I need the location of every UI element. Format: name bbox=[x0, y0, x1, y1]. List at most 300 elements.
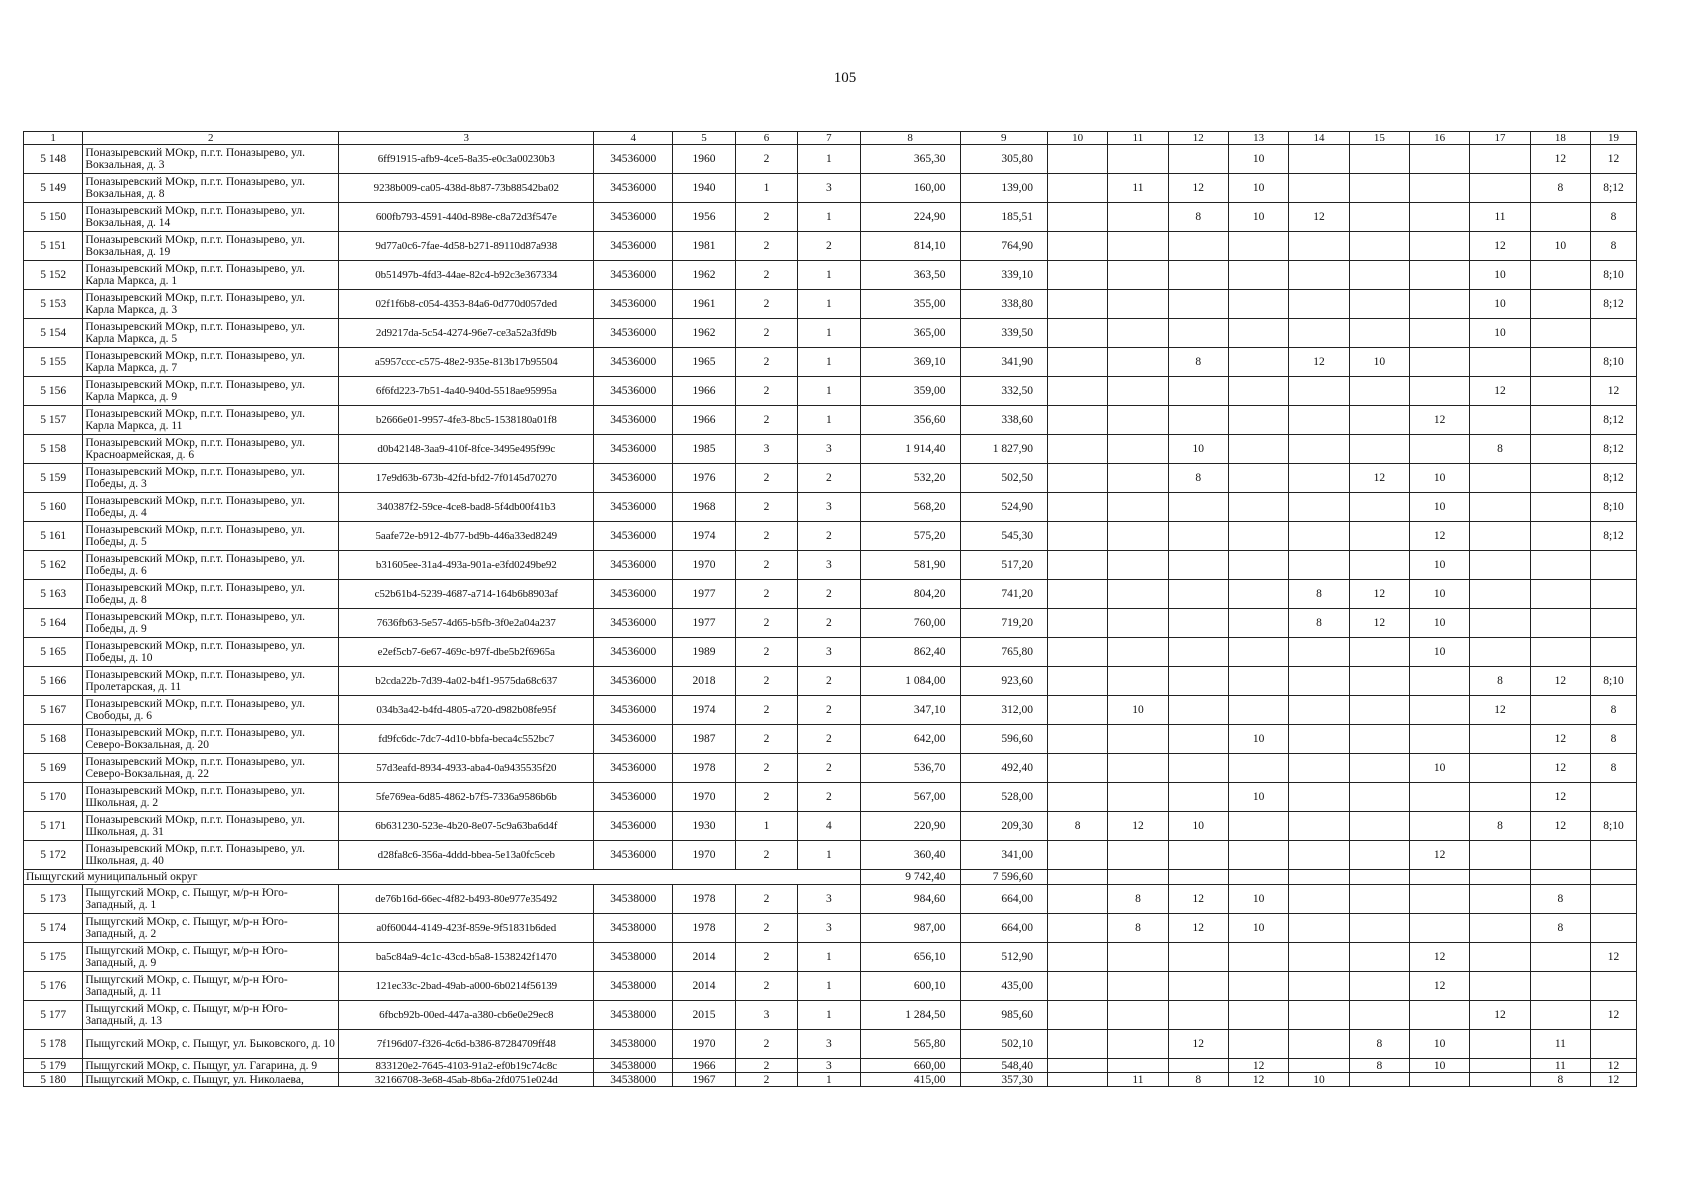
cell-10 bbox=[1047, 783, 1107, 812]
cell-6: 2 bbox=[735, 783, 797, 812]
cell-18: 11 bbox=[1530, 1059, 1590, 1073]
cell-9: 305,80 bbox=[960, 145, 1047, 174]
cell-5: 1956 bbox=[673, 203, 735, 232]
cell-16 bbox=[1410, 377, 1470, 406]
cell-8: 600,10 bbox=[860, 972, 960, 1001]
address-cell: Поназыревский МОкр, п.г.т. Поназырево, ул. Победы, д. 10 bbox=[83, 638, 339, 667]
cell-17 bbox=[1470, 551, 1530, 580]
row-number: 5 156 bbox=[24, 377, 83, 406]
group-empty-cell bbox=[1168, 870, 1228, 885]
cell-18 bbox=[1530, 580, 1590, 609]
cell-7: 3 bbox=[798, 174, 860, 203]
row-number: 5 168 bbox=[24, 725, 83, 754]
cell-15 bbox=[1349, 319, 1409, 348]
cell-17 bbox=[1470, 1030, 1530, 1059]
cell-4: 34538000 bbox=[594, 972, 673, 1001]
cell-6: 2 bbox=[735, 725, 797, 754]
cell-19: 12 bbox=[1591, 145, 1637, 174]
cell-19: 12 bbox=[1591, 943, 1637, 972]
cell-7: 2 bbox=[798, 580, 860, 609]
cell-7: 1 bbox=[798, 972, 860, 1001]
cell-7: 1 bbox=[798, 1001, 860, 1030]
guid-cell: 9d77a0c6-7fae-4d58-b271-89110d87a938 bbox=[339, 232, 594, 261]
cell-16 bbox=[1410, 290, 1470, 319]
cell-11 bbox=[1108, 841, 1168, 870]
cell-17 bbox=[1470, 914, 1530, 943]
table-row bbox=[24, 290, 1637, 319]
cell-8: 987,00 bbox=[860, 914, 960, 943]
guid-cell: 600fb793-4591-440d-898e-c8a72d3f547e bbox=[339, 203, 594, 232]
cell-6: 2 bbox=[735, 972, 797, 1001]
cell-4: 34538000 bbox=[594, 943, 673, 972]
cell-11 bbox=[1108, 319, 1168, 348]
cell-19: 8;12 bbox=[1591, 174, 1637, 203]
address-cell: Поназыревский МОкр, п.г.т. Поназырево, ул. Победы, д. 9 bbox=[83, 609, 339, 638]
cell-13: 10 bbox=[1228, 783, 1288, 812]
cell-8: 660,00 bbox=[860, 1059, 960, 1073]
cell-14: 8 bbox=[1289, 580, 1349, 609]
address-cell: Поназыревский МОкр, п.г.т. Поназырево, ул. Вокзальная, д. 8 bbox=[83, 174, 339, 203]
cell-18: 8 bbox=[1530, 914, 1590, 943]
cell-5: 1962 bbox=[673, 319, 735, 348]
cell-8: 1 914,40 bbox=[860, 435, 960, 464]
table-row bbox=[24, 464, 1637, 493]
address-cell: Поназыревский МОкр, п.г.т. Поназырево, ул. Вокзальная, д. 19 bbox=[83, 232, 339, 261]
cell-7: 3 bbox=[798, 1059, 860, 1073]
cell-17: 12 bbox=[1470, 696, 1530, 725]
cell-18 bbox=[1530, 435, 1590, 464]
cell-5: 1985 bbox=[673, 435, 735, 464]
address-cell: Поназыревский МОкр, п.г.т. Поназырево, ул. Школьная, д. 2 bbox=[83, 783, 339, 812]
group-empty-cell bbox=[1047, 870, 1107, 885]
row-number: 5 165 bbox=[24, 638, 83, 667]
cell-5: 1965 bbox=[673, 348, 735, 377]
column-number: 7 bbox=[798, 132, 860, 145]
address-cell: Поназыревский МОкр, п.г.т. Поназырево, ул. Победы, д. 5 bbox=[83, 522, 339, 551]
cell-18 bbox=[1530, 464, 1590, 493]
cell-9: 764,90 bbox=[960, 232, 1047, 261]
cell-9: 502,50 bbox=[960, 464, 1047, 493]
row-number: 5 173 bbox=[24, 885, 83, 914]
cell-11 bbox=[1108, 203, 1168, 232]
cell-11 bbox=[1108, 348, 1168, 377]
cell-18 bbox=[1530, 609, 1590, 638]
cell-19: 8 bbox=[1591, 232, 1637, 261]
row-number: 5 170 bbox=[24, 783, 83, 812]
cell-17 bbox=[1470, 943, 1530, 972]
cell-4: 34536000 bbox=[594, 609, 673, 638]
cell-4: 34536000 bbox=[594, 783, 673, 812]
cell-4: 34538000 bbox=[594, 1001, 673, 1030]
cell-10 bbox=[1047, 1001, 1107, 1030]
cell-9: 517,20 bbox=[960, 551, 1047, 580]
cell-19: 12 bbox=[1591, 1073, 1637, 1087]
guid-cell: 034b3a42-b4fd-4805-a720-d982b08fe95f bbox=[339, 696, 594, 725]
cell-6: 2 bbox=[735, 145, 797, 174]
cell-10 bbox=[1047, 174, 1107, 203]
cell-5: 2018 bbox=[673, 667, 735, 696]
cell-4: 34538000 bbox=[594, 1073, 673, 1087]
cell-5: 1930 bbox=[673, 812, 735, 841]
cell-9: 339,50 bbox=[960, 319, 1047, 348]
cell-4: 34536000 bbox=[594, 435, 673, 464]
guid-cell: 6b631230-523e-4b20-8e07-5c9a63ba6d4f bbox=[339, 812, 594, 841]
cell-12 bbox=[1168, 783, 1228, 812]
column-number: 9 bbox=[960, 132, 1047, 145]
guid-cell: b31605ee-31a4-493a-901a-e3fd0249be92 bbox=[339, 551, 594, 580]
guid-cell: 6ff91915-afb9-4ce5-8a35-e0c3a00230b3 bbox=[339, 145, 594, 174]
cell-18: 8 bbox=[1530, 1073, 1590, 1087]
cell-4: 34536000 bbox=[594, 232, 673, 261]
cell-8: 760,00 bbox=[860, 609, 960, 638]
column-number: 15 bbox=[1349, 132, 1409, 145]
cell-18 bbox=[1530, 348, 1590, 377]
cell-14 bbox=[1289, 464, 1349, 493]
cell-10 bbox=[1047, 261, 1107, 290]
address-cell: Пыщугский МОкр, с. Пыщуг, ул. Быковского, д. 10 bbox=[83, 1030, 339, 1059]
cell-17 bbox=[1470, 725, 1530, 754]
cell-16: 10 bbox=[1410, 638, 1470, 667]
cell-4: 34536000 bbox=[594, 667, 673, 696]
cell-13 bbox=[1228, 435, 1288, 464]
cell-16 bbox=[1410, 319, 1470, 348]
table-row bbox=[24, 493, 1637, 522]
address-cell: Пыщугский МОкр, с. Пыщуг, ул. Гагарина, д. 9 bbox=[83, 1059, 339, 1073]
cell-14 bbox=[1289, 551, 1349, 580]
cell-14 bbox=[1289, 638, 1349, 667]
address-cell: Поназыревский МОкр, п.г.т. Поназырево, ул. Карла Маркса, д. 11 bbox=[83, 406, 339, 435]
table-row bbox=[24, 696, 1637, 725]
cell-11 bbox=[1108, 667, 1168, 696]
cell-5: 1970 bbox=[673, 1030, 735, 1059]
cell-13 bbox=[1228, 696, 1288, 725]
cell-13: 10 bbox=[1228, 725, 1288, 754]
table-row bbox=[24, 783, 1637, 812]
cell-11 bbox=[1108, 435, 1168, 464]
cell-9: 596,60 bbox=[960, 725, 1047, 754]
cell-13 bbox=[1228, 406, 1288, 435]
cell-12: 8 bbox=[1168, 464, 1228, 493]
cell-14 bbox=[1289, 972, 1349, 1001]
group-empty-cell bbox=[1470, 870, 1530, 885]
cell-12 bbox=[1168, 319, 1228, 348]
table-row bbox=[24, 725, 1637, 754]
cell-11: 8 bbox=[1108, 914, 1168, 943]
cell-4: 34536000 bbox=[594, 377, 673, 406]
row-number: 5 177 bbox=[24, 1001, 83, 1030]
cell-13 bbox=[1228, 232, 1288, 261]
cell-14: 12 bbox=[1289, 348, 1349, 377]
column-number: 12 bbox=[1168, 132, 1228, 145]
cell-17 bbox=[1470, 609, 1530, 638]
guid-cell: 340387f2-59ce-4ce8-bad8-5f4db00f41b3 bbox=[339, 493, 594, 522]
cell-7: 3 bbox=[798, 493, 860, 522]
cell-16 bbox=[1410, 667, 1470, 696]
cell-10 bbox=[1047, 406, 1107, 435]
cell-16 bbox=[1410, 1001, 1470, 1030]
row-number: 5 163 bbox=[24, 580, 83, 609]
column-number: 18 bbox=[1530, 132, 1590, 145]
table-row bbox=[24, 1073, 1637, 1087]
guid-cell: 7f196d07-f326-4c6d-b386-87284709ff48 bbox=[339, 1030, 594, 1059]
cell-18 bbox=[1530, 638, 1590, 667]
cell-4: 34536000 bbox=[594, 261, 673, 290]
cell-12 bbox=[1168, 972, 1228, 1001]
cell-12 bbox=[1168, 943, 1228, 972]
cell-9: 985,60 bbox=[960, 1001, 1047, 1030]
cell-12 bbox=[1168, 754, 1228, 783]
cell-17: 10 bbox=[1470, 261, 1530, 290]
cell-4: 34538000 bbox=[594, 1030, 673, 1059]
cell-8: 804,20 bbox=[860, 580, 960, 609]
cell-14 bbox=[1289, 812, 1349, 841]
cell-12: 12 bbox=[1168, 885, 1228, 914]
address-cell: Поназыревский МОкр, п.г.т. Поназырево, ул. Вокзальная, д. 3 bbox=[83, 145, 339, 174]
cell-12 bbox=[1168, 377, 1228, 406]
cell-17 bbox=[1470, 754, 1530, 783]
cell-15: 12 bbox=[1349, 609, 1409, 638]
cell-11 bbox=[1108, 551, 1168, 580]
row-number: 5 171 bbox=[24, 812, 83, 841]
cell-13 bbox=[1228, 580, 1288, 609]
cell-6: 3 bbox=[735, 435, 797, 464]
cell-15 bbox=[1349, 914, 1409, 943]
cell-19 bbox=[1591, 609, 1637, 638]
cell-15 bbox=[1349, 841, 1409, 870]
cell-9: 312,00 bbox=[960, 696, 1047, 725]
cell-8: 984,60 bbox=[860, 885, 960, 914]
cell-17 bbox=[1470, 145, 1530, 174]
address-cell: Поназыревский МОкр, п.г.т. Поназырево, ул. Победы, д. 3 bbox=[83, 464, 339, 493]
cell-6: 2 bbox=[735, 232, 797, 261]
cell-5: 1970 bbox=[673, 783, 735, 812]
cell-7: 1 bbox=[798, 261, 860, 290]
table-row bbox=[24, 667, 1637, 696]
cell-15: 8 bbox=[1349, 1059, 1409, 1073]
cell-8: 575,20 bbox=[860, 522, 960, 551]
cell-8: 568,20 bbox=[860, 493, 960, 522]
cell-8: 220,90 bbox=[860, 812, 960, 841]
cell-12 bbox=[1168, 725, 1228, 754]
row-number: 5 157 bbox=[24, 406, 83, 435]
cell-7: 1 bbox=[798, 290, 860, 319]
cell-5: 1974 bbox=[673, 696, 735, 725]
cell-17: 8 bbox=[1470, 812, 1530, 841]
cell-17: 8 bbox=[1470, 667, 1530, 696]
cell-4: 34536000 bbox=[594, 145, 673, 174]
cell-14 bbox=[1289, 406, 1349, 435]
guid-cell: ba5c84a9-4c1c-43cd-b5a8-1538242f1470 bbox=[339, 943, 594, 972]
cell-14 bbox=[1289, 290, 1349, 319]
cell-6: 2 bbox=[735, 348, 797, 377]
cell-15 bbox=[1349, 783, 1409, 812]
cell-7: 3 bbox=[798, 551, 860, 580]
cell-6: 2 bbox=[735, 261, 797, 290]
cell-13: 10 bbox=[1228, 174, 1288, 203]
cell-16: 12 bbox=[1410, 406, 1470, 435]
cell-9: 341,00 bbox=[960, 841, 1047, 870]
guid-cell: c52b61b4-5239-4687-a714-164b6b8903af bbox=[339, 580, 594, 609]
cell-19 bbox=[1591, 885, 1637, 914]
cell-18 bbox=[1530, 972, 1590, 1001]
column-number: 5 bbox=[673, 132, 735, 145]
cell-9: 502,10 bbox=[960, 1030, 1047, 1059]
cell-17 bbox=[1470, 783, 1530, 812]
cell-6: 2 bbox=[735, 203, 797, 232]
table-row bbox=[24, 522, 1637, 551]
cell-6: 2 bbox=[735, 841, 797, 870]
cell-19: 8;10 bbox=[1591, 812, 1637, 841]
cell-8: 160,00 bbox=[860, 174, 960, 203]
row-number: 5 180 bbox=[24, 1073, 83, 1087]
cell-10 bbox=[1047, 914, 1107, 943]
cell-15 bbox=[1349, 493, 1409, 522]
cell-4: 34536000 bbox=[594, 319, 673, 348]
cell-18 bbox=[1530, 203, 1590, 232]
cell-13 bbox=[1228, 551, 1288, 580]
cell-4: 34536000 bbox=[594, 580, 673, 609]
cell-17 bbox=[1470, 972, 1530, 1001]
cell-10 bbox=[1047, 943, 1107, 972]
cell-16: 12 bbox=[1410, 943, 1470, 972]
cell-8: 536,70 bbox=[860, 754, 960, 783]
address-cell: Поназыревский МОкр, п.г.т. Поназырево, ул. Вокзальная, д. 14 bbox=[83, 203, 339, 232]
cell-16: 10 bbox=[1410, 609, 1470, 638]
cell-6: 2 bbox=[735, 580, 797, 609]
column-number: 8 bbox=[860, 132, 960, 145]
guid-cell: 121ec33c-2bad-49ab-a000-6b0214f56139 bbox=[339, 972, 594, 1001]
cell-15: 12 bbox=[1349, 464, 1409, 493]
cell-4: 34536000 bbox=[594, 174, 673, 203]
cell-12 bbox=[1168, 493, 1228, 522]
table-row bbox=[24, 145, 1637, 174]
cell-12 bbox=[1168, 609, 1228, 638]
cell-10 bbox=[1047, 885, 1107, 914]
cell-8: 359,00 bbox=[860, 377, 960, 406]
cell-14 bbox=[1289, 725, 1349, 754]
row-number: 5 159 bbox=[24, 464, 83, 493]
row-number: 5 176 bbox=[24, 972, 83, 1001]
cell-16 bbox=[1410, 348, 1470, 377]
table-row bbox=[24, 914, 1637, 943]
cell-12 bbox=[1168, 522, 1228, 551]
cell-12 bbox=[1168, 667, 1228, 696]
cell-6: 2 bbox=[735, 914, 797, 943]
address-cell: Поназыревский МОкр, п.г.т. Поназырево, ул. Пролетарская, д. 11 bbox=[83, 667, 339, 696]
address-cell: Поназыревский МОкр, п.г.т. Поназырево, ул. Школьная, д. 31 bbox=[83, 812, 339, 841]
cell-11 bbox=[1108, 943, 1168, 972]
cell-7: 3 bbox=[798, 638, 860, 667]
cell-4: 34536000 bbox=[594, 725, 673, 754]
cell-16 bbox=[1410, 261, 1470, 290]
row-number: 5 162 bbox=[24, 551, 83, 580]
cell-11: 12 bbox=[1108, 812, 1168, 841]
cell-5: 1968 bbox=[673, 493, 735, 522]
cell-5: 1978 bbox=[673, 914, 735, 943]
cell-7: 3 bbox=[798, 1030, 860, 1059]
cell-5: 1974 bbox=[673, 522, 735, 551]
cell-11 bbox=[1108, 638, 1168, 667]
cell-15 bbox=[1349, 638, 1409, 667]
cell-13 bbox=[1228, 609, 1288, 638]
cell-6: 2 bbox=[735, 885, 797, 914]
cell-7: 1 bbox=[798, 377, 860, 406]
table-row bbox=[24, 435, 1637, 464]
cell-7: 1 bbox=[798, 841, 860, 870]
cell-15 bbox=[1349, 290, 1409, 319]
guid-cell: 2d9217da-5c54-4274-96e7-ce3a52a3fd9b bbox=[339, 319, 594, 348]
cell-5: 1967 bbox=[673, 1073, 735, 1087]
cell-17 bbox=[1470, 348, 1530, 377]
cell-15: 10 bbox=[1349, 348, 1409, 377]
cell-6: 2 bbox=[735, 464, 797, 493]
cell-14 bbox=[1289, 522, 1349, 551]
guid-cell: 02f1f6b8-c054-4353-84a6-0d770d057ded bbox=[339, 290, 594, 319]
cell-7: 1 bbox=[798, 406, 860, 435]
cell-10 bbox=[1047, 319, 1107, 348]
cell-5: 1977 bbox=[673, 580, 735, 609]
cell-7: 1 bbox=[798, 943, 860, 972]
cell-15 bbox=[1349, 885, 1409, 914]
cell-8: 814,10 bbox=[860, 232, 960, 261]
cell-16 bbox=[1410, 812, 1470, 841]
cell-14: 8 bbox=[1289, 609, 1349, 638]
cell-9: 332,50 bbox=[960, 377, 1047, 406]
table-row bbox=[24, 1001, 1637, 1030]
cell-6: 2 bbox=[735, 406, 797, 435]
row-number: 5 154 bbox=[24, 319, 83, 348]
cell-12 bbox=[1168, 261, 1228, 290]
address-cell: Пыщугский МОкр, с. Пыщуг, м/р-н Юго-Западный, д. 13 bbox=[83, 1001, 339, 1030]
table-row bbox=[24, 203, 1637, 232]
cell-17 bbox=[1470, 522, 1530, 551]
cell-8: 360,40 bbox=[860, 841, 960, 870]
cell-8: 347,10 bbox=[860, 696, 960, 725]
cell-12 bbox=[1168, 1059, 1228, 1073]
address-cell: Поназыревский МОкр, п.г.т. Поназырево, ул. Школьная, д. 40 bbox=[83, 841, 339, 870]
cell-7: 3 bbox=[798, 914, 860, 943]
cell-9: 664,00 bbox=[960, 914, 1047, 943]
cell-15 bbox=[1349, 145, 1409, 174]
cell-19: 8;10 bbox=[1591, 667, 1637, 696]
cell-9: 528,00 bbox=[960, 783, 1047, 812]
cell-13: 10 bbox=[1228, 885, 1288, 914]
cell-11 bbox=[1108, 1059, 1168, 1073]
cell-9: 765,80 bbox=[960, 638, 1047, 667]
cell-17 bbox=[1470, 1073, 1530, 1087]
cell-5: 1966 bbox=[673, 406, 735, 435]
cell-17 bbox=[1470, 841, 1530, 870]
cell-5: 1978 bbox=[673, 885, 735, 914]
cell-8: 365,30 bbox=[860, 145, 960, 174]
cell-8: 567,00 bbox=[860, 783, 960, 812]
cell-7: 2 bbox=[798, 754, 860, 783]
address-cell: Поназыревский МОкр, п.г.т. Поназырево, ул. Карла Маркса, д. 1 bbox=[83, 261, 339, 290]
cell-14 bbox=[1289, 885, 1349, 914]
cell-10 bbox=[1047, 667, 1107, 696]
cell-8: 1 084,00 bbox=[860, 667, 960, 696]
cell-11: 8 bbox=[1108, 885, 1168, 914]
group-empty-cell bbox=[1289, 870, 1349, 885]
cell-19: 8;12 bbox=[1591, 290, 1637, 319]
cell-13: 10 bbox=[1228, 145, 1288, 174]
cell-14 bbox=[1289, 667, 1349, 696]
cell-6: 1 bbox=[735, 174, 797, 203]
table-row bbox=[24, 885, 1637, 914]
cell-4: 34538000 bbox=[594, 1059, 673, 1073]
cell-16: 10 bbox=[1410, 493, 1470, 522]
cell-10 bbox=[1047, 522, 1107, 551]
